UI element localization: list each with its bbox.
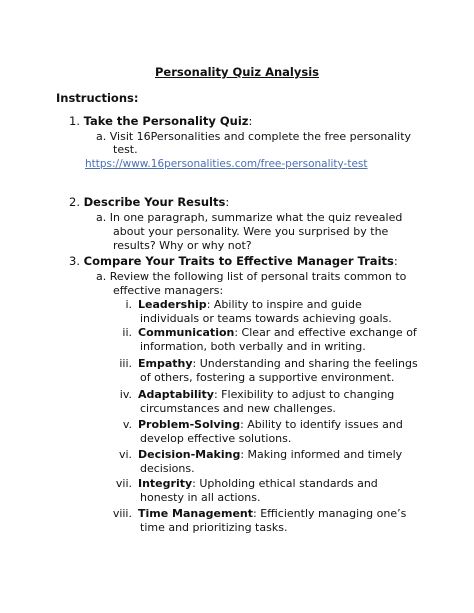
step-3-sub-text-line1: Review the following list of personal traits common to bbox=[109, 270, 407, 283]
step-3-colon: : bbox=[393, 254, 398, 268]
step-2-sub-text-line1: In one paragraph, summarize what the quiz revealed bbox=[109, 211, 403, 224]
instructions-heading: Instructions: bbox=[56, 91, 139, 105]
step-3-label: Compare Your Traits to Effective Manager Traits bbox=[83, 254, 394, 268]
trait-numeral: vi. bbox=[118, 448, 132, 461]
trait-desc-line2: individuals or teams towards achieving goals. bbox=[140, 312, 392, 325]
page-title: Personality Quiz Analysis bbox=[155, 65, 319, 79]
trait-desc-line2: decisions. bbox=[140, 462, 195, 475]
step-3-number: 3. bbox=[69, 254, 80, 268]
step-1-number: 1. bbox=[69, 114, 80, 128]
trait-numeral: v. bbox=[122, 418, 132, 431]
step-2-colon: : bbox=[225, 195, 230, 209]
step-1-sub-letter: a. bbox=[96, 130, 107, 143]
step-2-heading bbox=[69, 194, 229, 210]
trait-desc-line2: honesty in all actions. bbox=[140, 491, 261, 504]
trait-desc-line2: time and prioritizing tasks. bbox=[140, 521, 288, 534]
trait-desc-line2: develop effective solutions. bbox=[140, 432, 292, 445]
step-3-sub-text-line2: effective managers: bbox=[113, 284, 224, 297]
trait-numeral: vii. bbox=[115, 477, 132, 490]
trait-name: Leadership bbox=[138, 298, 207, 311]
trait-name: Problem-Solving bbox=[138, 418, 241, 431]
step-1-sub-text-line2: test. bbox=[113, 143, 138, 156]
trait-name: Integrity bbox=[138, 477, 193, 490]
trait-numeral: iv. bbox=[119, 388, 132, 401]
trait-name: Decision-Making bbox=[138, 448, 241, 461]
trait-desc-line2: information, both verbally and in writing. bbox=[140, 340, 366, 353]
step-1-subitem bbox=[96, 129, 411, 145]
step-3-sub-letter: a. bbox=[96, 270, 107, 283]
trait-numeral: iii. bbox=[119, 357, 132, 370]
trait-name: Empathy bbox=[138, 357, 193, 370]
trait-desc-line1: : Understanding and sharing the feelings bbox=[192, 357, 418, 370]
trait-desc-line1: : Ability to inspire and guide bbox=[206, 298, 362, 311]
step-2-sub-letter: a. bbox=[96, 211, 107, 224]
step-3-heading bbox=[69, 253, 398, 269]
step-1-colon: : bbox=[248, 114, 253, 128]
trait-desc-line1: : Efficiently managing one’s bbox=[253, 507, 407, 520]
trait-desc-line1: : Flexibility to adjust to changing bbox=[213, 388, 395, 401]
trait-name: Communication bbox=[138, 326, 235, 339]
step-2-sub-text-line2: about your personality. Were you surprised by the bbox=[113, 225, 389, 238]
trait-name: Adaptability bbox=[138, 388, 214, 401]
trait-numeral: ii. bbox=[122, 326, 132, 339]
step-2-label: Describe Your Results bbox=[83, 195, 226, 209]
trait-desc-line1: : Ability to identify issues and bbox=[240, 418, 403, 431]
quiz-link[interactable]: https://www.16personalities.com/free-personality-test bbox=[85, 158, 368, 170]
trait-numeral: i. bbox=[125, 298, 132, 311]
trait-desc-line1: : Making informed and timely bbox=[240, 448, 403, 461]
step-1-heading bbox=[69, 113, 252, 129]
step-2-number: 2. bbox=[69, 195, 80, 209]
step-1-label: Take the Personality Quiz bbox=[83, 114, 249, 128]
trait-desc-line2: circumstances and new challenges. bbox=[140, 402, 336, 415]
trait-desc-line2: of others, fostering a supportive environment. bbox=[140, 371, 395, 384]
step-1-sub-text-line1: Visit 16Personalities and complete the free personality bbox=[109, 130, 412, 143]
trait-name: Time Management bbox=[138, 507, 253, 520]
trait-desc-line1: : Upholding ethical standards and bbox=[192, 477, 378, 490]
trait-numeral: viii. bbox=[112, 507, 132, 520]
step-2-sub-text-line3: results? Why or why not? bbox=[113, 239, 252, 252]
trait-desc-line1: : Clear and effective exchange of bbox=[234, 326, 417, 339]
